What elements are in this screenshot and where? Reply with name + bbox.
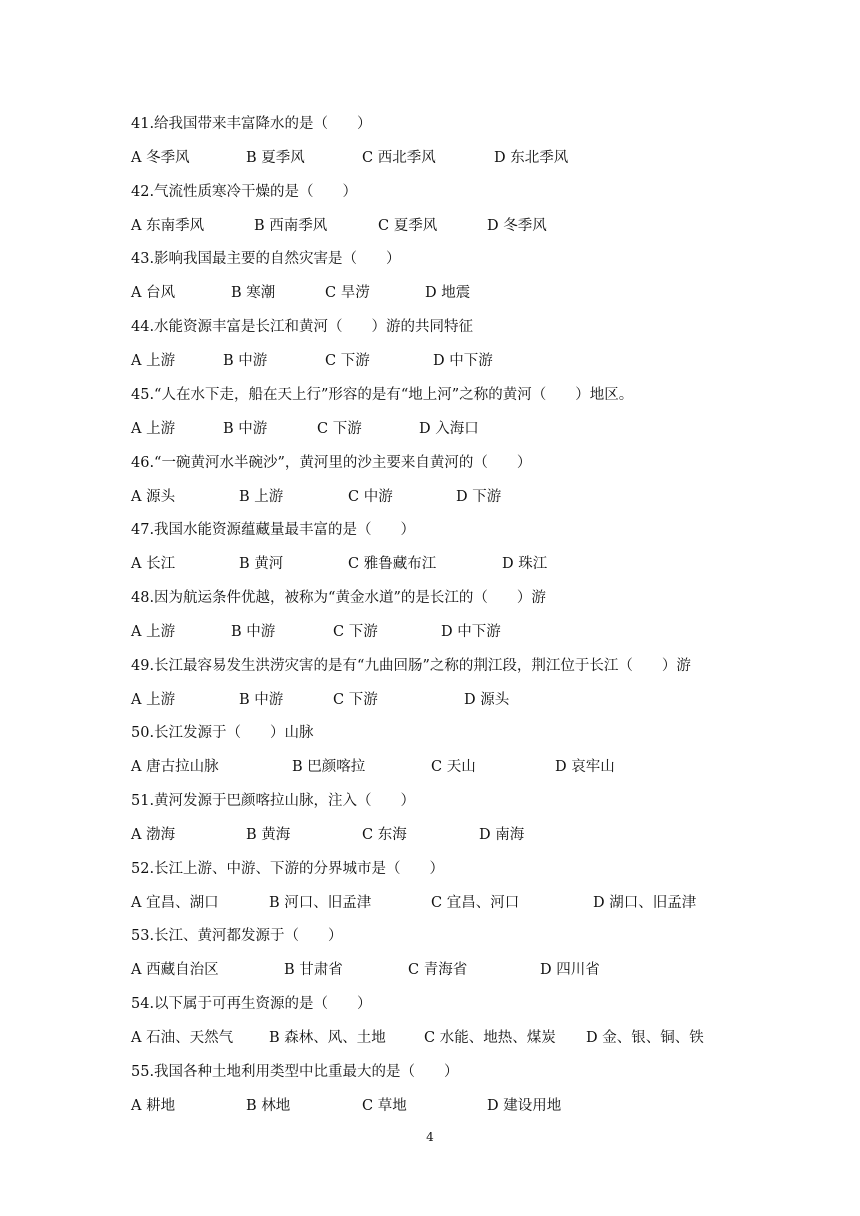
question-stem: 46.“一碗黄河水半碗沙”，黄河里的沙主要来自黄河的（ ） bbox=[131, 454, 532, 471]
question-stem: 47.我国水能资源蕴藏量最丰富的是（ ） bbox=[131, 522, 416, 539]
question-stem: 50.长江发源于（ ）山脉 bbox=[131, 725, 314, 742]
answer-option: C 宜昌、河口 bbox=[431, 894, 520, 911]
answer-option: D 中下游 bbox=[433, 353, 493, 370]
answer-option: D 东北季风 bbox=[494, 150, 569, 166]
question-stem: 54.以下属于可再生资源的是（ ） bbox=[131, 996, 372, 1013]
question-stem: 45.“人在水下走，船在天上行”形容的是有“地上河”之称的黄河（ ）地区。 bbox=[131, 386, 634, 403]
answer-option: A 上游 bbox=[131, 691, 176, 708]
answer-option: B 西南季风 bbox=[254, 217, 328, 234]
answer-option: C 下游 bbox=[333, 691, 378, 708]
answer-option: B 中游 bbox=[223, 353, 268, 370]
answer-option: A 宜昌、湖口 bbox=[131, 894, 219, 911]
answer-option: B 森林、风、土地 bbox=[269, 1030, 386, 1047]
question-stem: 55.我国各种土地利用类型中比重最大的是（ ） bbox=[131, 1063, 459, 1080]
answer-option: D 下游 bbox=[456, 488, 502, 505]
answer-option: D 地震 bbox=[425, 285, 471, 302]
answer-option: B 上游 bbox=[239, 488, 284, 505]
answer-option: B 甘肃省 bbox=[284, 962, 343, 979]
answer-option: C 旱涝 bbox=[325, 285, 370, 302]
answer-option: D 南海 bbox=[479, 827, 525, 843]
answer-option: A 台风 bbox=[131, 285, 176, 302]
answer-option: C 东海 bbox=[362, 827, 407, 843]
question-stem: 53.长江、黄河都发源于（ ） bbox=[131, 928, 343, 945]
question-stem: 42.气流性质寒冷干燥的是（ ） bbox=[131, 183, 358, 200]
answer-option: B 中游 bbox=[231, 623, 276, 640]
answer-option: C 水能、地热、煤炭 bbox=[424, 1030, 556, 1047]
answer-option: C 天山 bbox=[431, 759, 476, 776]
answer-option: A 唐古拉山脉 bbox=[131, 759, 219, 776]
answer-option: A 上游 bbox=[131, 353, 176, 370]
answer-option: D 珠江 bbox=[502, 556, 548, 573]
answer-option: B 黄海 bbox=[246, 827, 291, 843]
answer-option: A 长江 bbox=[131, 556, 176, 573]
answer-option: D 建设用地 bbox=[487, 1097, 562, 1114]
answer-option: A 源头 bbox=[131, 488, 176, 505]
answer-option: B 黄河 bbox=[239, 556, 284, 573]
answer-option: A 上游 bbox=[131, 420, 176, 437]
question-stem: 44.水能资源丰富是长江和黄河（ ）游的共同特征 bbox=[131, 319, 474, 336]
answer-option: A 东南季风 bbox=[131, 217, 205, 234]
answer-option: D 四川省 bbox=[540, 962, 600, 979]
answer-option: D 中下游 bbox=[441, 623, 501, 640]
answer-option: A 石油、天然气 bbox=[131, 1030, 234, 1047]
answer-option: A 冬季风 bbox=[131, 150, 190, 166]
answer-option: B 林地 bbox=[246, 1097, 291, 1114]
answer-option: C 西北季风 bbox=[362, 150, 436, 166]
answer-option: C 中游 bbox=[348, 488, 393, 505]
answer-option: D 入海口 bbox=[419, 420, 479, 437]
answer-option: A 西藏自治区 bbox=[131, 962, 219, 979]
answer-option: C 青海省 bbox=[408, 962, 468, 979]
answer-option: C 雅鲁藏布江 bbox=[348, 556, 437, 573]
answer-option: A 渤海 bbox=[131, 827, 176, 843]
answer-option: C 下游 bbox=[317, 420, 362, 437]
answer-option: B 夏季风 bbox=[246, 150, 305, 166]
question-stem: 41.给我国带来丰富降水的是（ ） bbox=[131, 116, 372, 132]
page-number: 4 bbox=[426, 1130, 434, 1144]
answer-option: D 金、银、铜、铁 bbox=[586, 1030, 704, 1047]
answer-option: B 巴颜喀拉 bbox=[292, 759, 366, 776]
answer-option: A 耕地 bbox=[131, 1097, 176, 1114]
answer-option: C 下游 bbox=[333, 623, 378, 640]
answer-option: D 哀牢山 bbox=[555, 759, 615, 776]
answer-option: D 源头 bbox=[464, 691, 510, 708]
answer-option: B 中游 bbox=[223, 420, 268, 437]
answer-option: B 中游 bbox=[239, 691, 284, 708]
answer-option: B 寒潮 bbox=[231, 285, 276, 302]
answer-option: D 冬季风 bbox=[487, 217, 547, 234]
answer-option: C 草地 bbox=[362, 1097, 407, 1114]
answer-option: B 河口、旧孟津 bbox=[269, 894, 372, 911]
answer-option: C 夏季风 bbox=[378, 217, 438, 234]
question-stem: 48.因为航运条件优越，被称为“黄金水道”的是长江的（ ）游 bbox=[131, 589, 546, 606]
question-stem: 51.黄河发源于巴颜喀拉山脉，注入（ ） bbox=[131, 793, 416, 809]
question-stem: 49.长江最容易发生洪涝灾害的是有“九曲回肠”之称的荆江段，荆江位于长江（ ）游 bbox=[131, 657, 691, 674]
answer-option: A 上游 bbox=[131, 623, 176, 640]
answer-option: C 下游 bbox=[325, 353, 370, 370]
question-stem: 52.长江上游、中游、下游的分界城市是（ ） bbox=[131, 860, 445, 877]
answer-option: D 湖口、旧孟津 bbox=[593, 894, 697, 911]
question-stem: 43.影响我国最主要的自然灾害是（ ） bbox=[131, 251, 401, 268]
